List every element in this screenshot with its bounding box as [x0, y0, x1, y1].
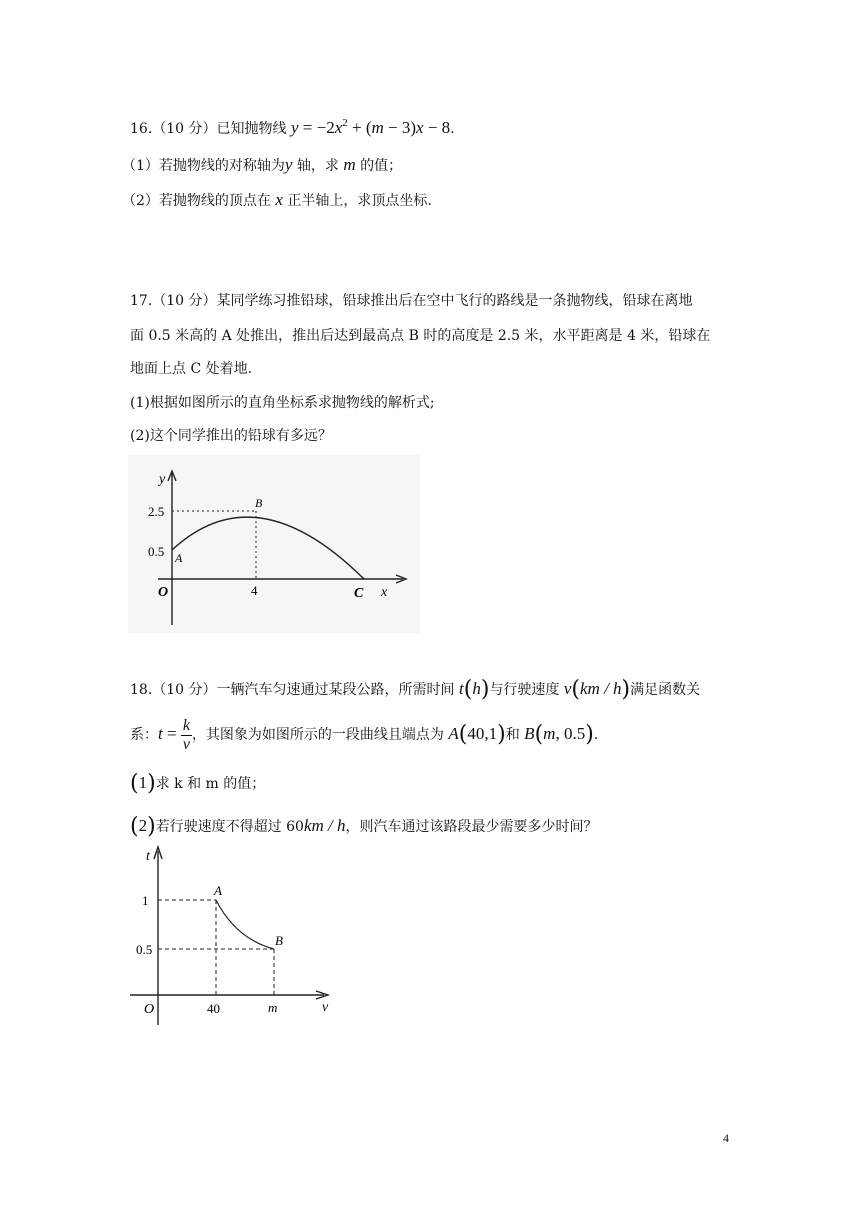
fig18-tick-m: m [268, 1000, 278, 1015]
q18-line2: 系：t = $\frac{k}{v}$ ，其图象为如图所示的一段曲线且端点为 A(40,1)和 B(m, 0.5). [130, 716, 599, 753]
fig18-point-b: B [275, 933, 283, 948]
fig18-tick-0-5: 0.5 [136, 942, 153, 957]
shotput-graph [128, 455, 420, 633]
k-over-v-fraction: $\frac{k}{v}$ [182, 716, 190, 753]
q16-part2: （2）若抛物线的顶点在 x 正半轴上，求顶点坐标. [122, 190, 432, 209]
fig18-x-axis-label: v [322, 1000, 329, 1015]
fig18-tick-40: 40 [207, 1001, 220, 1016]
page-number: 4 [723, 1131, 729, 1145]
q16-prefix: 16.（10 分）已知抛物线 [130, 121, 291, 137]
q16-formula: $y = -2x^2 + (m - 3)x - 8$ [290, 117, 451, 137]
q17-line2: 面 0.5 米高的 A 处推出，推出后达到最高点 B 时的高度是 2.5 米，水平距离是 4 米，铅球在 [130, 328, 711, 344]
q18-part2: (2)若行驶速度不得超过 60km / h，则汽车通过该路段最少需要多少时间？ [130, 814, 598, 839]
q18-part1: (1)求 k 和 m 的值； [130, 771, 266, 796]
fig17-tick-4: 4 [251, 583, 258, 598]
fig18-y-axis-label: t [146, 849, 150, 864]
q16-part1: （1）若抛物线的对称轴为y 轴，求 m 的值； [122, 155, 403, 174]
fig18-point-a: A [214, 883, 222, 898]
q17-part2: (2)这个同学推出的铅球有多远？ [130, 428, 332, 444]
fig17-y-axis-label: y [159, 472, 166, 487]
speed-time-graph [128, 843, 338, 1029]
q17-line1: 17.（10 分）某同学练习推铅球，铅球推出后在空中飞行的路线是一条抛物线，铅球在离地 [130, 293, 693, 309]
fig17-point-c: C [354, 586, 364, 601]
fig17-point-a: A [175, 551, 183, 565]
fig18-tick-1: 1 [142, 893, 149, 908]
q18-line1: 18.（10 分）一辆汽车匀速通过某段公路，所需时间 t(h)与行驶速度 v(km / h)满足函数关 [130, 677, 701, 702]
q17-part1: (1)根据如图所示的直角坐标系求抛物线的解析式; [130, 395, 435, 411]
q16-stem: 16.（10 分）已知抛物线 $y = -2x^2 + (m - 3)x - 8$. [130, 117, 455, 137]
fig17-origin: O [158, 585, 169, 600]
fig17-x-axis-label: x [381, 585, 388, 600]
fig18-origin: O [144, 1002, 155, 1017]
q17-line3: 地面上点 C 处着地. [130, 361, 253, 377]
fig17-tick-0-5: 0.5 [148, 544, 165, 559]
fig17-tick-2-5: 2.5 [148, 504, 165, 519]
fig17-point-b: B [255, 496, 263, 510]
